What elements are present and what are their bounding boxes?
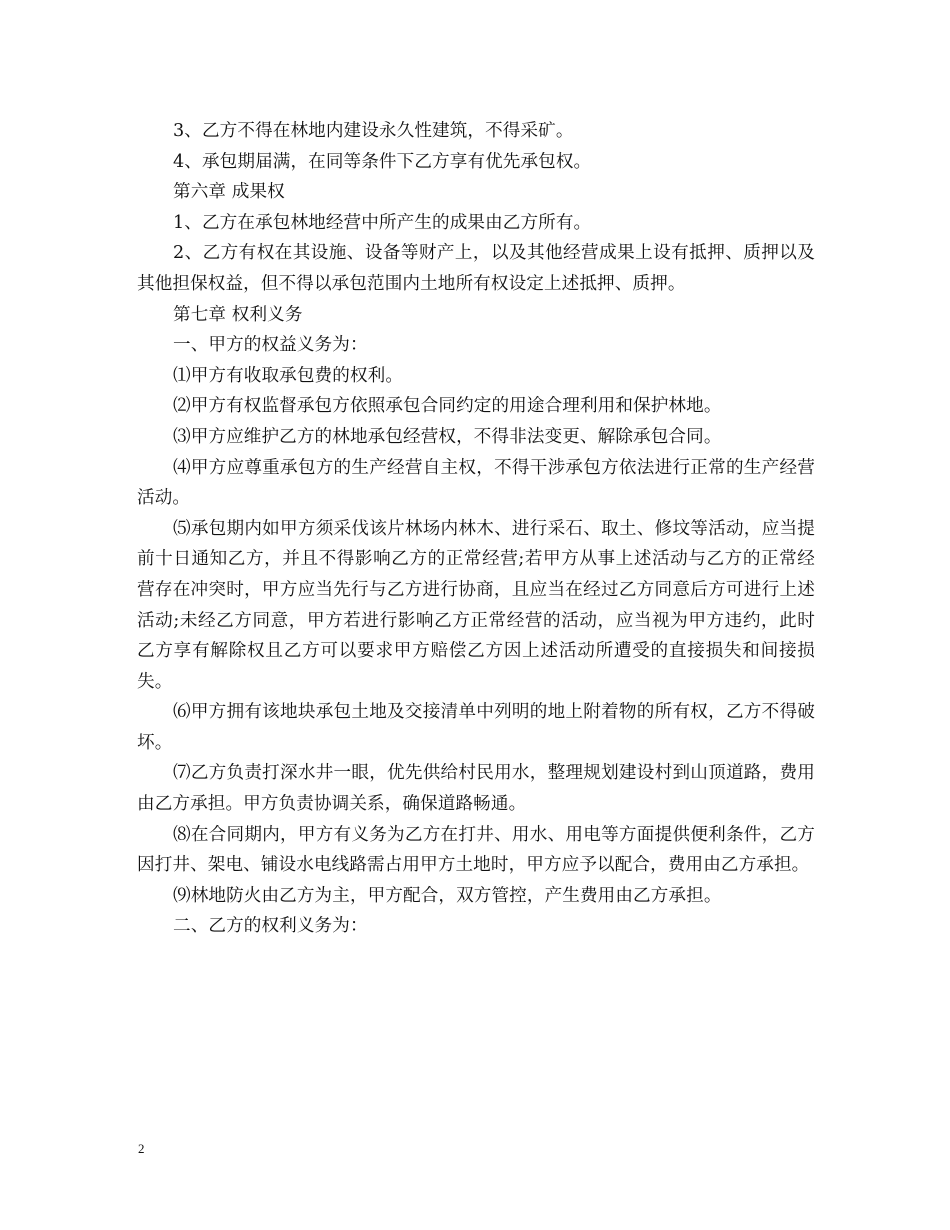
chapter-7-heading: 第七章 权利义务 bbox=[173, 304, 303, 325]
paragraph-results-2: 2、乙方有权在其设施、设备等财产上，以及其他经营成果上设有抵押、质押以及其他担保权益，但不得以承包范围内土地所有权设定上述抵押、质押。 bbox=[137, 243, 815, 294]
party-a-item-6: ⑹甲方拥有该地块承包土地及交接清单中列明的地上附着物的所有权，乙方不得破坏。 bbox=[137, 702, 815, 753]
page-number: 2 bbox=[138, 1141, 145, 1156]
chapter-6-heading: 第六章 成果权 bbox=[173, 182, 285, 203]
document-body bbox=[137, 116, 815, 942]
party-a-item-5: ⑸承包期内如甲方须采伐该片林场内林木、进行采石、取土、修坟等活动，应当提前十日通知乙方，并且不得影响乙方的正常经营;若甲方从事上述活动与乙方的正常经营存在冲突时，甲方应当先行与乙方进行协商，且应当在经过乙方同意后方可进行上述活动;未经乙方同意，甲方若进行影响乙方正常经营的活动，应当视为甲方违约，此时乙方享有解除权且乙方可以要求甲方赔偿乙方因上述活动所遭受的直接损失和间接损失。 bbox=[137, 518, 815, 692]
party-a-item-7: ⑺乙方负责打深水井一眼，优先供给村民用水，整理规划建设村到山顶道路，费用由乙方承担。甲方负责协调关系，确保道路畅通。 bbox=[137, 763, 815, 815]
party-a-item-8: ⑻在合同期内，甲方有义务为乙方在打井、用水、用电等方面提供便利条件，乙方因打井、架电、铺设水电线路需占用甲方土地时，甲方应予以配合，费用由乙方承担。 bbox=[137, 824, 815, 876]
party-a-item-2: ⑵甲方有权监督承包方依照承包合同约定的用途合理利用和保护林地。 bbox=[173, 396, 722, 417]
party-a-item-9: ⑼林地防火由乙方为主，甲方配合，双方管控，产生费用由乙方承担。 bbox=[173, 885, 722, 906]
paragraph-clause-3: 3、乙方不得在林地内建设永久性建筑，不得采矿。 bbox=[173, 121, 574, 141]
paragraph-clause-4: 4、承包期届满，在同等条件下乙方享有优先承包权。 bbox=[173, 151, 592, 172]
paragraph-results-1: 1、乙方在承包林地经营中所产生的成果由乙方所有。 bbox=[173, 212, 592, 233]
section-party-b-heading: 二、乙方的权利义务为： bbox=[173, 916, 368, 937]
party-a-item-1: ⑴甲方有收取承包费的权利。 bbox=[173, 365, 404, 386]
party-a-item-4: ⑷甲方应尊重承包方的生产经营自主权，不得干涉承包方依法进行正常的生产经营活动。 bbox=[137, 457, 815, 509]
section-party-a-heading: 一、甲方的权益义务为： bbox=[173, 335, 368, 356]
party-a-item-3: ⑶甲方应维护乙方的林地承包经营权，不得非法变更、解除承包合同。 bbox=[173, 426, 722, 447]
